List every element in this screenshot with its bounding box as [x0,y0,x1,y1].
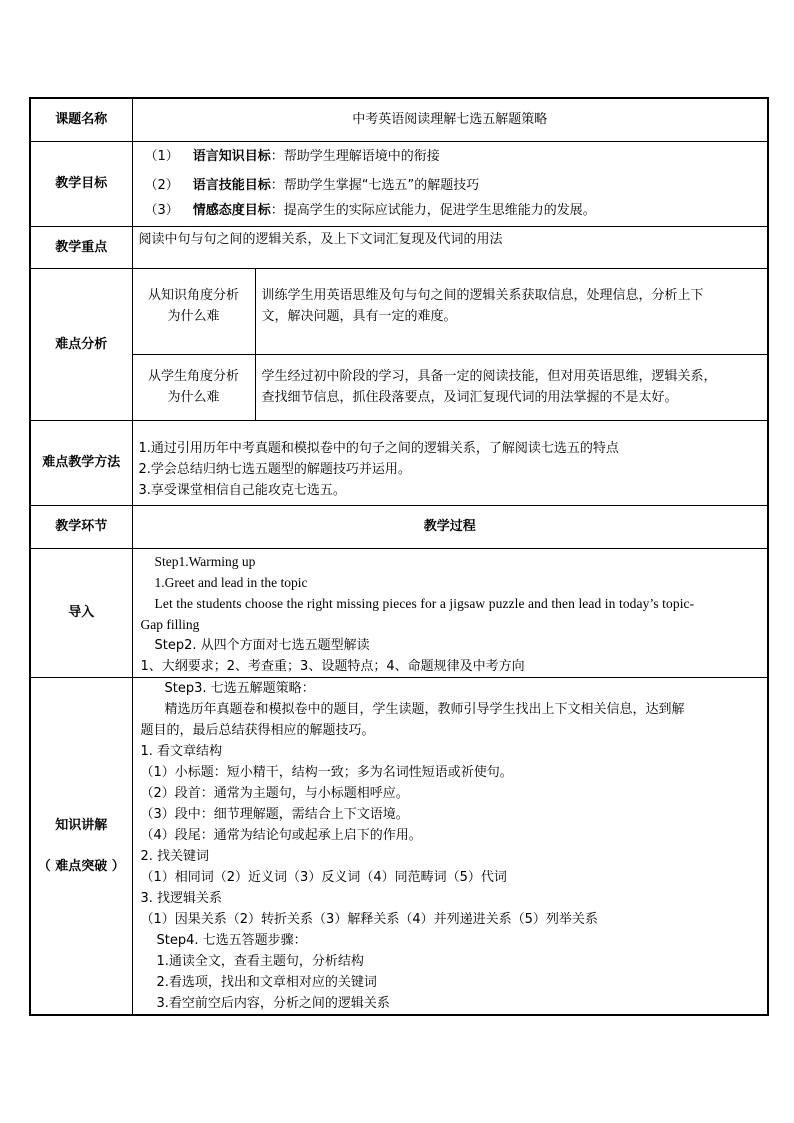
strategy-heading: 1. 看文章结构 [140,743,223,759]
strategy-paragraph-cont: 题目的，最后总结获得相应的解题技巧。 [140,722,375,738]
difficulty-aspect-student: 从学生角度分析 为什么难 [132,354,255,420]
key-points-row [30,226,768,268]
objective-item: （2） 语言技能目标：帮助学生掌握“七选五”的解题技巧 [144,178,480,193]
difficulty-row [30,268,768,354]
strategy-item: （1）因果关系（2）转折关系（3）解释关系（4）并列递进关系（5）列举关系 [140,911,598,927]
answer-step: 3.看空前空后内容，分析之间的逻辑关系 [156,995,390,1011]
method-item: 3.享受课堂相信自己能攻克七选五。 [138,482,346,498]
stage-header: 教学环节 [30,505,132,548]
strategy-item: （2）段首：通常为主题句，与小标题相呼应。 [140,785,409,801]
knowledge-label: 知识讲解 （ 难点突破 ） [30,677,132,1015]
objectives-list [132,141,768,226]
lesson-plan-table [29,97,769,1016]
difficulty-label: 难点分析 [30,268,132,420]
step1-heading: Step1.Warming up [154,553,256,569]
title-row [30,98,768,141]
strategy-item: （4）段尾：通常为结论句或起承上启下的作用。 [140,827,422,843]
lesson-title: 中考英语阅读理解七选五解题策略 [132,98,768,141]
knowledge-row [30,677,768,1015]
objective-item: （3） 情感态度目标：提高学生的实际应试能力，促进学生思维能力的发展。 [144,203,596,218]
method-item: 1.通过引用历年中考真题和模拟卷中的句子之间的逻辑关系，了解阅读七选五的特点 [138,440,619,456]
difficulty-row [30,354,768,420]
intro-activity: Let the students choose the right missing pieces for a jigsaw puzzle and then lead in today’s topic- [154,595,695,611]
answer-step: 2.看选项，找出和文章相对应的关键词 [156,974,377,990]
process-header-row [30,505,768,548]
method-label: 难点教学方法 [30,420,132,505]
method-list [132,420,768,505]
objectives-label: 教学目标 [30,141,132,226]
method-row [30,420,768,505]
strategy-heading: 3. 找逻辑关系 [140,890,223,906]
intro-label: 导入 [30,548,132,677]
intro-aspects: 1、大纲要求；2、考查重；3、设题特点；4、命题规律及中考方向 [140,658,525,674]
strategy-heading: 2. 找关键词 [140,848,210,864]
step3-heading: Step3. 七选五解题策略： [164,680,315,696]
difficulty-aspect-knowledge: 从知识角度分析 为什么难 [132,268,255,354]
objectives-row [30,141,768,226]
strategy-item: （1）相同词（2）近义词（3）反义词（4）同范畴词（5）代词 [140,869,507,885]
lesson-plan-document [29,97,767,1016]
objective-item: （1） 语言知识目标：帮助学生理解语境中的衔接 [144,149,440,164]
answer-step: 1.通读全文，查看主题句，分析结构 [156,953,364,969]
step4-heading: Step4. 七选五答题步骤： [156,932,307,948]
process-header: 教学过程 [132,505,768,548]
key-points-text: 阅读中句与句之间的逻辑关系，及上下文词汇复现及代词的用法 [132,226,768,268]
key-points-label: 教学重点 [30,226,132,268]
intro-content [132,548,768,677]
difficulty-reason-knowledge: 训练学生用英语思维及句与句之间的逻辑关系获取信息，处理信息，分析上下 文，解决问题，具有一定的难度。 [255,268,768,354]
title-label: 课题名称 [30,98,132,141]
strategy-item: （3）段中：细节理解题，需结合上下文语境。 [140,806,409,822]
intro-activity-cont: Gap filling [140,616,200,632]
step2-heading: Step2. 从四个方面对七选五题型解读 [154,637,370,653]
strategy-item: （1）小标题：短小精干，结构一致；多为名词性短语或祈使句。 [140,764,513,780]
knowledge-content [132,677,768,1015]
intro-row [30,548,768,677]
difficulty-reason-student: 学生经过初中阶段的学习，具备一定的阅读技能，但对用英语思维，逻辑关系， 查找细节信息，抓住段落要点，及词汇复现代词的用法掌握的不是太好。 [255,354,768,420]
intro-greet: 1.Greet and lead in the topic [154,574,308,590]
strategy-paragraph: 精选历年真题卷和模拟卷中的题目，学生读题，教师引导学生找出上下文相关信息，达到解 [164,701,685,717]
method-item: 2.学会总结归纳七选五题型的解题技巧并运用。 [138,461,411,477]
